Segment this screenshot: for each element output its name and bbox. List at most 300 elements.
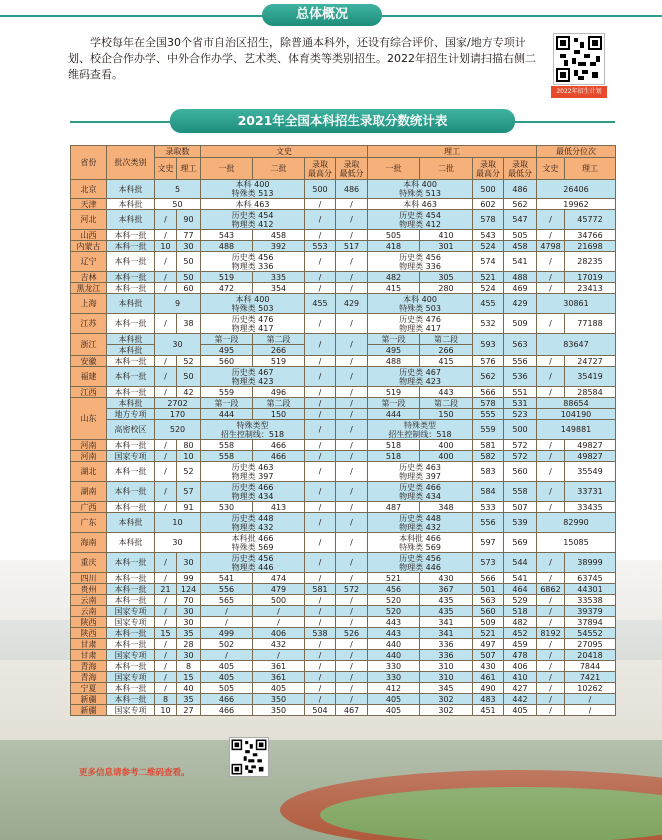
w-erpi-cell: 354 (253, 283, 305, 294)
count-cell: 170 (155, 409, 201, 420)
l-min-cell: 541 (504, 252, 537, 272)
w-yipi-cell: / (201, 617, 253, 628)
l-min-cell: 572 (504, 451, 537, 462)
w-min-cell: / (336, 694, 368, 705)
overview-title: 总体概况 (262, 4, 382, 26)
count-wen-cell: / (155, 462, 177, 482)
count-wen-cell: / (155, 595, 177, 606)
l-yipi-cell: 415 (368, 283, 420, 294)
l-erpi-cell: 第二段 (420, 334, 473, 345)
province-cell: 河南 (71, 440, 107, 451)
table-row (71, 650, 616, 661)
l-max-cell: 507 (473, 650, 504, 661)
l-line-cell: 历史类 466 物理类 434 (368, 482, 473, 502)
w-yipi-cell: 405 (201, 661, 253, 672)
w-erpi-cell: / (253, 606, 305, 617)
w-erpi-cell: 350 (253, 694, 305, 705)
table-row (71, 482, 616, 502)
w-erpi-cell: 392 (253, 241, 305, 252)
count-wen-cell: 8 (155, 694, 177, 705)
rank-li-cell: 77188 (565, 314, 616, 334)
l-min-cell: 406 (504, 661, 537, 672)
rank-wen-cell: / (537, 283, 565, 294)
rank-wen-cell: / (537, 356, 565, 367)
l-min-cell: 518 (504, 606, 537, 617)
rank-li-cell: 49827 (565, 451, 616, 462)
batch-cell: 本科批 (107, 533, 155, 553)
l-yipi-cell: 443 (368, 628, 420, 639)
w-yipi-cell: 502 (201, 639, 253, 650)
rank-cell: 104190 (537, 409, 616, 420)
table-row (71, 533, 616, 553)
w-yipi-cell: 488 (201, 241, 253, 252)
rank-li-cell: 23413 (565, 283, 616, 294)
w-erpi-cell: 361 (253, 672, 305, 683)
w-yipi-cell: 565 (201, 595, 253, 606)
rank-wen-cell: / (537, 387, 565, 398)
l-max-cell: 597 (473, 533, 504, 553)
province-cell: 重庆 (71, 553, 107, 573)
w-min-cell: / (336, 334, 368, 356)
count-li-cell: 50 (177, 367, 201, 387)
w-line-cell: 历史类 456 物理类 336 (201, 252, 305, 272)
table-row (71, 694, 616, 705)
l-min-cell: 505 (504, 230, 537, 241)
count-li-cell: 35 (177, 628, 201, 639)
l-min-cell: 410 (504, 672, 537, 683)
table-row (71, 672, 616, 683)
l-max-cell: 532 (473, 314, 504, 334)
l-max-cell: 581 (473, 440, 504, 451)
rank-li-cell: 27095 (565, 639, 616, 650)
l-erpi-cell: 266 (420, 345, 473, 356)
rank-wen-cell: / (537, 683, 565, 694)
count-cell: 10 (155, 513, 201, 533)
l-erpi-cell: 310 (420, 672, 473, 683)
l-min-cell: 452 (504, 628, 537, 639)
rank-wen-cell: / (537, 272, 565, 283)
header-count-wen: 文史 (155, 158, 177, 180)
l-max-cell: 576 (473, 356, 504, 367)
count-li-cell: 57 (177, 482, 201, 502)
table-title: 2021年全国本科招生录取分数统计表 (170, 109, 515, 133)
count-li-cell: 90 (177, 210, 201, 230)
l-min-cell: 486 (504, 180, 537, 199)
w-min-cell: / (336, 199, 368, 210)
count-wen-cell: / (155, 639, 177, 650)
l-min-cell: 544 (504, 553, 537, 573)
w-line-cell: 历史类 463 物理类 397 (201, 462, 305, 482)
w-erpi-cell: 第二段 (253, 334, 305, 345)
w-yipi-cell: 466 (201, 705, 253, 716)
l-min-cell: 427 (504, 683, 537, 694)
count-wen-cell: / (155, 387, 177, 398)
province-cell: 山西 (71, 230, 107, 241)
w-line-cell: 历史类 448 物理类 432 (201, 513, 305, 533)
batch-cell: 本科一批 (107, 230, 155, 241)
batch-cell: 本科批 (107, 398, 155, 409)
province-cell: 青海 (71, 661, 107, 672)
province-cell: 陕西 (71, 628, 107, 639)
province-cell: 陕西 (71, 617, 107, 628)
l-yipi-cell: 482 (368, 272, 420, 283)
l-yipi-cell: 330 (368, 672, 420, 683)
batch-cell: 本科一批 (107, 241, 155, 252)
w-min-cell: / (336, 595, 368, 606)
w-line-cell: 历史类 454 物理类 412 (201, 210, 305, 230)
l-min-cell: 488 (504, 272, 537, 283)
l-line-cell: 历史类 454 物理类 412 (368, 210, 473, 230)
l-min-cell: 442 (504, 694, 537, 705)
w-erpi-cell: 335 (253, 272, 305, 283)
l-max-cell: 562 (473, 367, 504, 387)
batch-cell: 国家专项 (107, 606, 155, 617)
w-min-cell: / (336, 252, 368, 272)
rank-li-cell: 7421 (565, 672, 616, 683)
l-line-cell: 历史类 456 物理类 336 (368, 252, 473, 272)
l-min-cell: 469 (504, 283, 537, 294)
w-min-cell: / (336, 639, 368, 650)
rank-cell: 83647 (537, 334, 616, 356)
batch-cell: 本科一批 (107, 387, 155, 398)
admission-score-table (70, 145, 616, 716)
count-li-cell: 30 (177, 241, 201, 252)
w-erpi-cell: 500 (253, 595, 305, 606)
header-batch: 批次类别 (107, 146, 155, 180)
w-max-cell: / (305, 650, 336, 661)
rank-wen-cell: / (537, 210, 565, 230)
l-erpi-cell: 336 (420, 650, 473, 661)
l-line-cell: 本科 463 (368, 199, 473, 210)
table-row (71, 409, 616, 420)
count-li-cell: 28 (177, 639, 201, 650)
l-max-cell: 566 (473, 387, 504, 398)
w-erpi-cell: 496 (253, 387, 305, 398)
w-max-cell: / (305, 482, 336, 502)
batch-cell: 本科一批 (107, 272, 155, 283)
w-line-cell: 历史类 476 物理类 417 (201, 314, 305, 334)
l-min-cell: 458 (504, 241, 537, 252)
count-wen-cell: / (155, 573, 177, 584)
qr-code-icon (553, 33, 605, 85)
count-li-cell: 30 (177, 606, 201, 617)
header-l-yipi: 一批 (368, 158, 420, 180)
w-min-cell: / (336, 420, 368, 440)
batch-cell: 本科批 (107, 513, 155, 533)
province-cell: 福建 (71, 367, 107, 387)
batch-cell: 本科一批 (107, 595, 155, 606)
rank-wen-cell: / (537, 672, 565, 683)
count-cell: 30 (155, 533, 201, 553)
w-max-cell: / (305, 661, 336, 672)
w-max-cell: / (305, 252, 336, 272)
province-cell: 四川 (71, 573, 107, 584)
l-max-cell: 583 (473, 462, 504, 482)
l-erpi-cell: 348 (420, 502, 473, 513)
w-min-cell: 467 (336, 705, 368, 716)
w-min-cell: / (336, 283, 368, 294)
w-max-cell: 553 (305, 241, 336, 252)
w-max-cell: / (305, 617, 336, 628)
w-max-cell: / (305, 502, 336, 513)
l-line-cell: 历史类 476 物理类 417 (368, 314, 473, 334)
header-ligong: 理工 (368, 146, 537, 158)
w-erpi-cell: 405 (253, 683, 305, 694)
w-max-cell: / (305, 606, 336, 617)
table-row (71, 252, 616, 272)
table-row (71, 356, 616, 367)
table-row (71, 617, 616, 628)
l-max-cell: 509 (473, 617, 504, 628)
count-wen-cell: / (155, 367, 177, 387)
count-wen-cell: 10 (155, 241, 177, 252)
w-max-cell: / (305, 314, 336, 334)
w-min-cell: / (336, 606, 368, 617)
rank-wen-cell: 8192 (537, 628, 565, 639)
l-min-cell: 478 (504, 650, 537, 661)
l-min-cell: 562 (504, 199, 537, 210)
batch-cell: 国家专项 (107, 617, 155, 628)
count-li-cell: 52 (177, 462, 201, 482)
l-max-cell: 533 (473, 502, 504, 513)
w-yipi-cell: / (201, 650, 253, 661)
province-cell: 河北 (71, 210, 107, 230)
province-cell: 辽宁 (71, 252, 107, 272)
batch-cell: 本科一批 (107, 694, 155, 705)
l-max-cell: 451 (473, 705, 504, 716)
batch-cell: 本科一批 (107, 502, 155, 513)
count-wen-cell: / (155, 451, 177, 462)
count-li-cell: 8 (177, 661, 201, 672)
l-erpi-cell: 435 (420, 606, 473, 617)
w-min-cell: / (336, 367, 368, 387)
rank-li-cell: 39379 (565, 606, 616, 617)
l-min-cell: 558 (504, 482, 537, 502)
rank-li-cell: 20418 (565, 650, 616, 661)
l-min-cell: 507 (504, 502, 537, 513)
table-row (71, 595, 616, 606)
l-max-cell: 566 (473, 573, 504, 584)
count-li-cell: 52 (177, 356, 201, 367)
l-max-cell: 602 (473, 199, 504, 210)
table-row (71, 334, 616, 345)
w-min-cell: / (336, 387, 368, 398)
table-row (71, 606, 616, 617)
l-max-cell: 524 (473, 283, 504, 294)
batch-cell: 本科一批 (107, 356, 155, 367)
count-wen-cell: / (155, 230, 177, 241)
l-max-cell: 430 (473, 661, 504, 672)
l-yipi-cell: 456 (368, 584, 420, 595)
header-w-min: 录取 最低分 (336, 158, 368, 180)
rank-li-cell: 7844 (565, 661, 616, 672)
intro-paragraph: 学校每年在全国30个省市自治区招生，除普通本科外，还设有综合评价、国家/地方专项计划、校企合作办学、中外合作办学、艺术类、体育类等类别招生。2022年招生计划请扫描右侧二维码查看。 (68, 36, 536, 81)
w-yipi-cell: 第一段 (201, 398, 253, 409)
w-max-cell: / (305, 334, 336, 356)
province-cell: 广东 (71, 513, 107, 533)
count-li-cell: 42 (177, 387, 201, 398)
batch-cell: 本科一批 (107, 683, 155, 694)
rank-wen-cell: / (537, 367, 565, 387)
batch-cell: 本科批 (107, 334, 155, 345)
count-wen-cell: / (155, 272, 177, 283)
batch-cell: 本科批 (107, 345, 155, 356)
l-max-cell: 521 (473, 628, 504, 639)
l-max-cell: 573 (473, 553, 504, 573)
rank-wen-cell: / (537, 595, 565, 606)
header-w-yipi: 一批 (201, 158, 253, 180)
l-yipi-cell: 405 (368, 705, 420, 716)
w-max-cell: / (305, 553, 336, 573)
w-yipi-cell: 541 (201, 573, 253, 584)
province-cell: 安徽 (71, 356, 107, 367)
count-wen-cell: / (155, 210, 177, 230)
l-erpi-cell: 367 (420, 584, 473, 595)
w-max-cell: / (305, 420, 336, 440)
l-yipi-cell: 405 (368, 694, 420, 705)
table-row (71, 387, 616, 398)
province-cell: 吉林 (71, 272, 107, 283)
w-line-cell: 本科 400 特殊类 513 (201, 180, 305, 199)
province-cell: 湖南 (71, 482, 107, 502)
w-min-cell: / (336, 683, 368, 694)
rank-cell: 82990 (537, 513, 616, 533)
w-min-cell: / (336, 650, 368, 661)
w-min-cell: / (336, 513, 368, 533)
count-wen-cell: / (155, 314, 177, 334)
l-max-cell: 584 (473, 482, 504, 502)
l-yipi-cell: 330 (368, 661, 420, 672)
table-row (71, 241, 616, 252)
table-row (71, 199, 616, 210)
header-r-wen: 文史 (537, 158, 565, 180)
count-wen-cell: / (155, 440, 177, 451)
province-cell: 上海 (71, 294, 107, 314)
rank-li-cell: 35549 (565, 462, 616, 482)
table-row (71, 628, 616, 639)
province-cell: 海南 (71, 533, 107, 553)
w-max-cell: / (305, 387, 336, 398)
l-erpi-cell: 305 (420, 272, 473, 283)
count-li-cell: 124 (177, 584, 201, 595)
table-row (71, 272, 616, 283)
w-max-cell: / (305, 639, 336, 650)
batch-cell: 本科批 (107, 210, 155, 230)
w-min-cell: 486 (336, 180, 368, 199)
l-erpi-cell: 302 (420, 694, 473, 705)
l-max-cell: 555 (473, 409, 504, 420)
w-min-cell: / (336, 356, 368, 367)
l-erpi-cell: 341 (420, 617, 473, 628)
l-min-cell: 572 (504, 440, 537, 451)
l-erpi-cell: 430 (420, 573, 473, 584)
w-erpi-cell: 479 (253, 584, 305, 595)
l-erpi-cell: 435 (420, 595, 473, 606)
w-max-cell: / (305, 272, 336, 283)
w-erpi-cell: 406 (253, 628, 305, 639)
count-li-cell: 38 (177, 314, 201, 334)
batch-cell: 本科一批 (107, 639, 155, 650)
l-min-cell: 405 (504, 705, 537, 716)
w-min-cell: 517 (336, 241, 368, 252)
w-min-cell: / (336, 661, 368, 672)
batch-cell: 本科一批 (107, 482, 155, 502)
w-yipi-cell: 466 (201, 694, 253, 705)
header-w-max: 录取 最高分 (305, 158, 336, 180)
l-line-cell: 历史类 467 物理类 423 (368, 367, 473, 387)
l-erpi-cell: 400 (420, 451, 473, 462)
rank-li-cell: 33731 (565, 482, 616, 502)
l-min-cell: 536 (504, 367, 537, 387)
batch-cell: 本科一批 (107, 314, 155, 334)
count-li-cell: 30 (177, 617, 201, 628)
l-min-cell: 509 (504, 314, 537, 334)
batch-cell: 国家专项 (107, 451, 155, 462)
l-min-cell: 523 (504, 409, 537, 420)
l-min-cell: 547 (504, 210, 537, 230)
table-title-bar (70, 109, 615, 133)
rank-wen-cell: / (537, 617, 565, 628)
l-max-cell: 556 (473, 513, 504, 533)
l-min-cell: 531 (504, 398, 537, 409)
rank-li-cell: 21698 (565, 241, 616, 252)
l-max-cell: 524 (473, 241, 504, 252)
table-row (71, 230, 616, 241)
l-line-cell: 特殊类型 招生控制线：518 (368, 420, 473, 440)
header-l-max: 录取 最高分 (473, 158, 504, 180)
l-max-cell: 501 (473, 584, 504, 595)
rank-wen-cell: 6862 (537, 584, 565, 595)
table-row (71, 705, 616, 716)
province-cell: 天津 (71, 199, 107, 210)
count-wen-cell: / (155, 650, 177, 661)
w-min-cell: / (336, 230, 368, 241)
province-cell: 浙江 (71, 334, 107, 356)
batch-cell: 本科一批 (107, 440, 155, 451)
l-yipi-cell: 488 (368, 356, 420, 367)
rank-wen-cell: / (537, 252, 565, 272)
province-cell: 甘肃 (71, 639, 107, 650)
w-min-cell: / (336, 314, 368, 334)
w-min-cell: / (336, 533, 368, 553)
table-row (71, 462, 616, 482)
w-line-cell: 本科批 466 特殊类 569 (201, 533, 305, 553)
table-row (71, 639, 616, 650)
w-line-cell: 历史类 466 物理类 434 (201, 482, 305, 502)
header-w-erpi: 二批 (253, 158, 305, 180)
l-max-cell: 483 (473, 694, 504, 705)
rank-cell: 19962 (537, 199, 616, 210)
count-li-cell: 50 (177, 252, 201, 272)
l-min-cell: 482 (504, 617, 537, 628)
rank-wen-cell: / (537, 230, 565, 241)
table-row (71, 180, 616, 199)
rank-li-cell: 17019 (565, 272, 616, 283)
w-min-cell: / (336, 272, 368, 283)
l-max-cell: 521 (473, 272, 504, 283)
l-min-cell: 556 (504, 356, 537, 367)
w-min-cell: 572 (336, 584, 368, 595)
count-li-cell: 91 (177, 502, 201, 513)
rank-li-cell: / (565, 694, 616, 705)
rank-li-cell: 33538 (565, 595, 616, 606)
count-li-cell: 27 (177, 705, 201, 716)
w-max-cell: 455 (305, 294, 336, 314)
l-line-cell: 本科批 466 特殊类 569 (368, 533, 473, 553)
batch-cell: 高密校区 (107, 420, 155, 440)
l-min-cell: 551 (504, 387, 537, 398)
l-yipi-cell: 520 (368, 595, 420, 606)
